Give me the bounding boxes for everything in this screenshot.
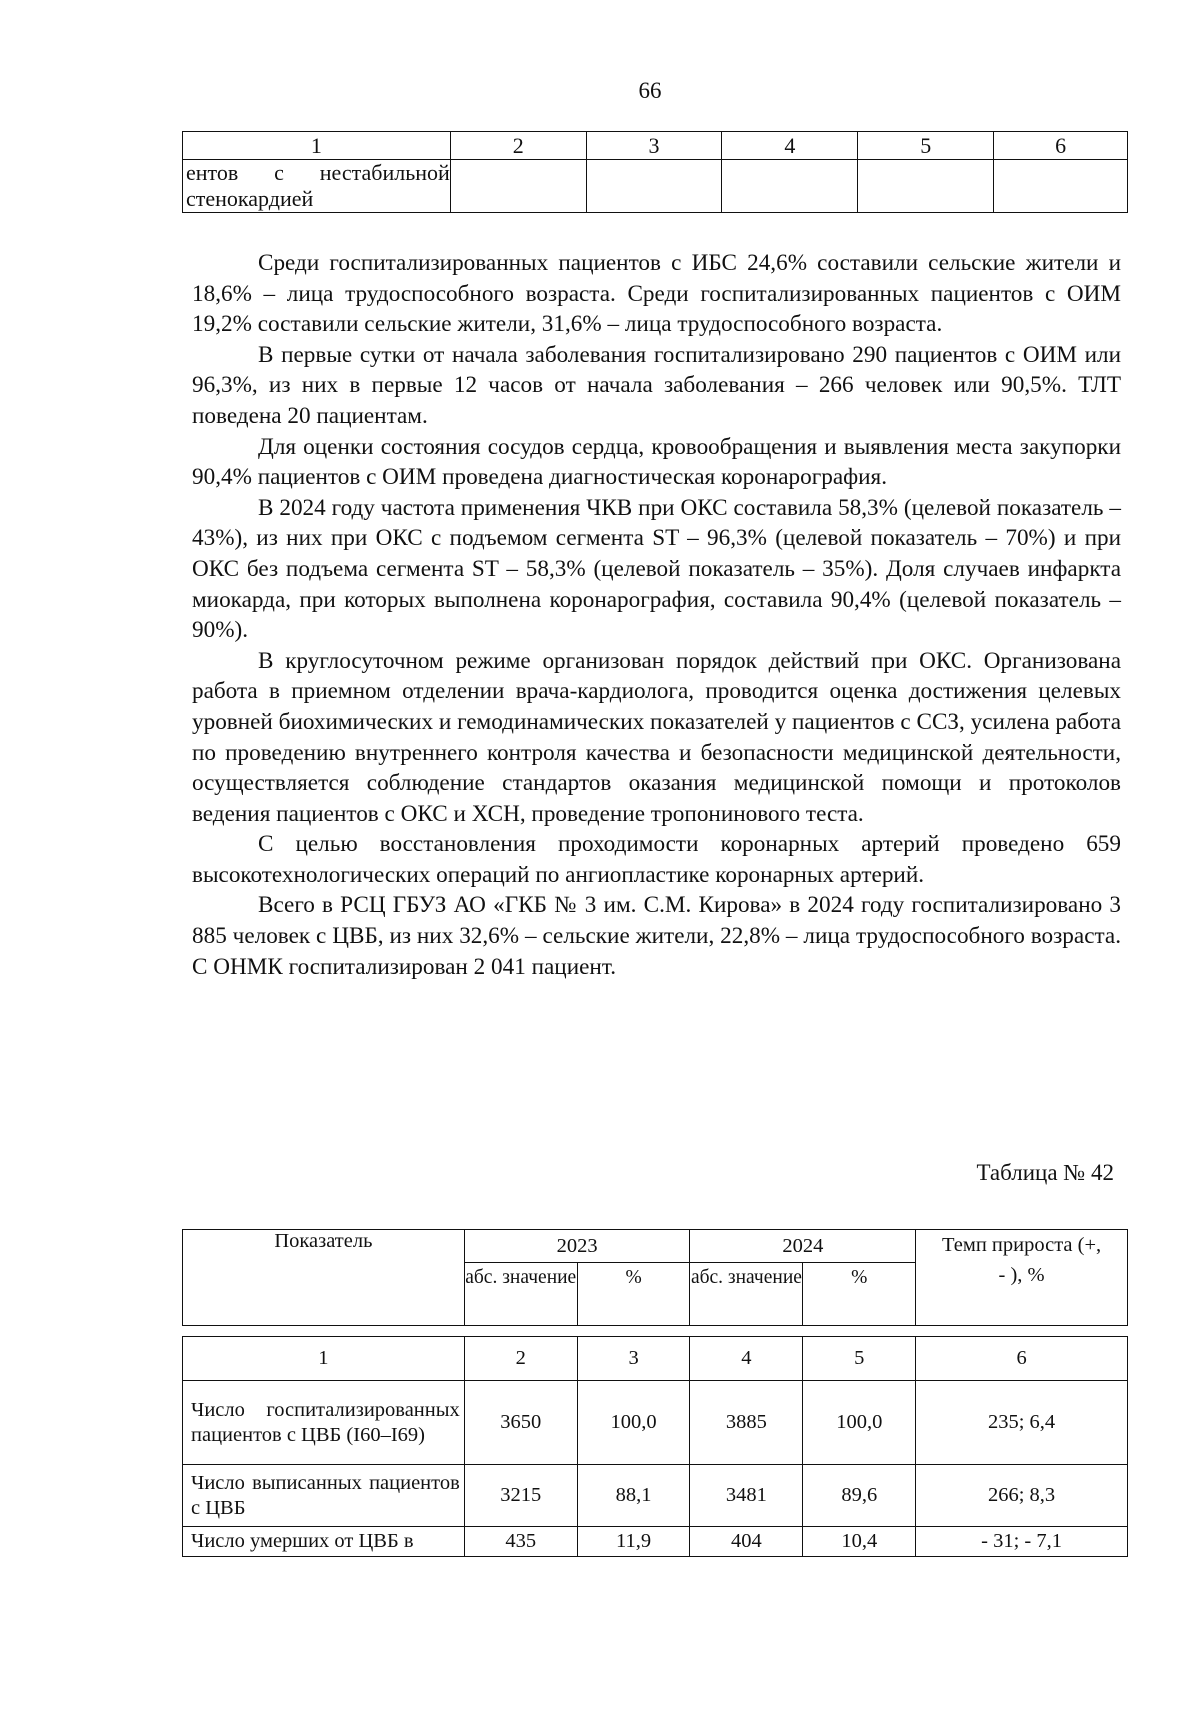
table-row (183, 160, 1128, 213)
table-cell: 3650 (464, 1381, 577, 1465)
column-number-row (183, 1337, 1128, 1381)
continued-table (182, 131, 1128, 213)
paragraph: Среди госпитализированных пациентов с ИБС 24,6% составили сельские жители и 18,6% – лица трудоспособного возраста. Среди госпитализированных пациентов с ОИМ 19,2% составили сельские жители, 31,6% – лица трудоспособного возраста. (192, 250, 1121, 338)
table-cell: 266; 8,3 (916, 1465, 1128, 1527)
table-header-cell: 4 (722, 132, 858, 160)
table-cell: 235; 6,4 (916, 1381, 1128, 1465)
table-cell (450, 160, 586, 213)
table-cell (722, 160, 858, 213)
table-caption: Таблица № 42 (976, 1160, 1114, 1185)
table-row (183, 1465, 1128, 1527)
column-number: 6 (916, 1337, 1128, 1381)
row-label: Число госпитализированных пациентов с ЦВБ (I60–I69) (183, 1381, 465, 1465)
header-abs-2023: абс. значение (464, 1263, 577, 1326)
table-cell: 100,0 (577, 1381, 690, 1465)
table-cell (994, 160, 1128, 213)
table-cell: 3215 (464, 1465, 577, 1527)
paragraph: С целью восстановления проходимости коронарных артерий проведено 659 высокотехнологических операций по ангиопластике коронарных артерий. (192, 831, 1121, 888)
header-growth: Темп прироста (+, - ), % (916, 1230, 1128, 1326)
table-cell (858, 160, 994, 213)
table-cell: 3885 (690, 1381, 803, 1465)
body-text (192, 248, 1121, 982)
header-year-2023: 2023 (464, 1230, 690, 1263)
table-cell: 404 (690, 1527, 803, 1557)
column-number: 4 (690, 1337, 803, 1381)
table-cell: 435 (464, 1527, 577, 1557)
paragraph: В круглосуточном режиме организован порядок действий при ОКС. Организована работа в приемном отделении врача-кардиолога, проводится оценка достижения целевых уровней биохимических и гемодинамических показателей у пациентов с ССЗ, усилена работа по проведению внутреннего контроля качества и безопасности медицинской деятельности, осуществляется соблюдение стандартов оказания медицинской помощи и протоколов ведения пациентов с ОКС и ХСН, проведение тропонинового теста. (192, 647, 1121, 827)
header-pct-2023: % (577, 1263, 690, 1326)
table-header-cell: 3 (586, 132, 722, 160)
header-pct-2024: % (803, 1263, 916, 1326)
paragraph: Всего в РСЦ ГБУЗ АО «ГКБ № 3 им. С.М. Кирова» в 2024 году госпитализировано 3 885 человек с ЦВБ, из них 32,6% – сельские жители, 22,8% – лица трудоспособного возраста. С ОНМК госпитализирован 2 041 пациент. (192, 892, 1121, 980)
column-number: 1 (183, 1337, 465, 1381)
paragraph: В первые сутки от начала заболевания госпитализировано 290 пациентов с ОИМ или 96,3%, из них в первые 12 часов от начала заболевания – 266 человек или 90,5%. ТЛТ поведена 20 пациентам. (192, 341, 1121, 429)
table-cell: 11,9 (577, 1527, 690, 1557)
table-42 (182, 1229, 1128, 1557)
table-cell: 88,1 (577, 1465, 690, 1527)
table-header-row (183, 132, 1128, 160)
table-cell (586, 160, 722, 213)
header-indicator: Показатель (183, 1230, 465, 1326)
header-year-2024: 2024 (690, 1230, 916, 1263)
table-cell: 3481 (690, 1465, 803, 1527)
header-abs-2024: абс. значение (690, 1263, 803, 1326)
column-number: 2 (464, 1337, 577, 1381)
paragraph: В 2024 году частота применения ЧКВ при ОКС составила 58,3% (целевой показатель – 43%), из них при ОКС с подъемом сегмента ST – 96,3% (целевой показатель – 70%) и при ОКС без подъема сегмента ST – 58,3% (целевой показатель – 35%). Доля случаев инфаркта миокарда, при которых выполнена коронарография, составила 90,4% (целевой показатель – 90%). (192, 494, 1121, 644)
row-label: Число выписанных пациентов с ЦВБ (183, 1465, 465, 1527)
table-cell: 100,0 (803, 1381, 916, 1465)
column-number: 5 (803, 1337, 916, 1381)
table-header-cell: 6 (994, 132, 1128, 160)
table-header-cell: 2 (450, 132, 586, 160)
table-header-cell: 5 (858, 132, 994, 160)
page-number: 66 (638, 78, 662, 103)
column-number: 3 (577, 1337, 690, 1381)
table-cell: - 31; - 7,1 (916, 1527, 1128, 1557)
table-row (183, 1381, 1128, 1465)
row-label: ентов с нестабильной стенокардией (183, 160, 451, 213)
table-header-cell: 1 (183, 132, 451, 160)
table-header-row (183, 1230, 1128, 1263)
paragraph: Для оценки состояния сосудов сердца, кровообращения и выявления места закупорки 90,4% пациентов с ОИМ проведена диагностическая коронарография. (192, 433, 1121, 491)
row-label: Число умерших от ЦВБ в (183, 1527, 465, 1557)
table-cell: 89,6 (803, 1465, 916, 1527)
header-separator (183, 1326, 1128, 1337)
table-row (183, 1527, 1128, 1557)
table-cell: 10,4 (803, 1527, 916, 1557)
